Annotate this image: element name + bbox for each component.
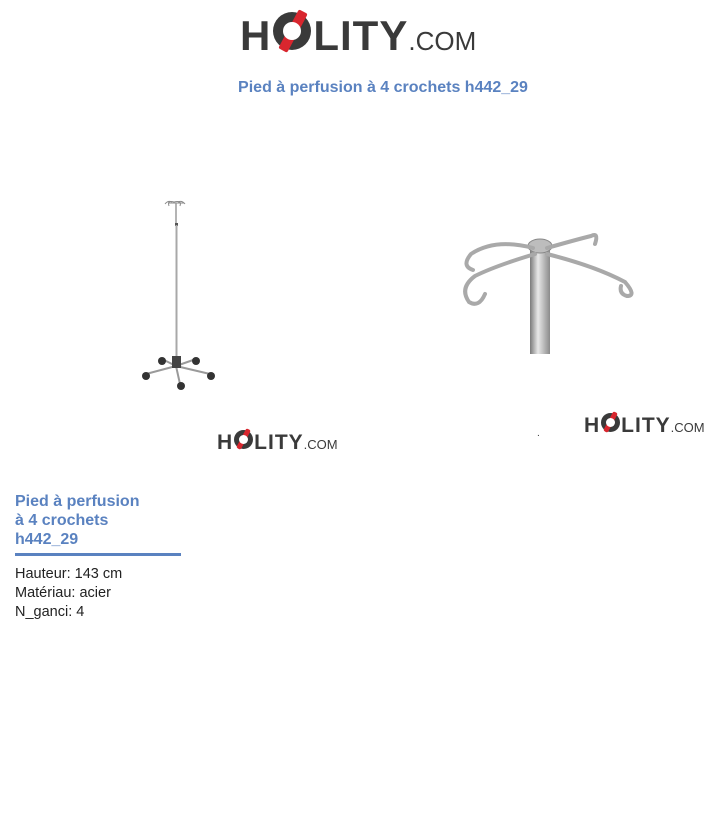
logo-o-mark-icon <box>273 12 311 50</box>
spec-label: Matériau <box>15 585 72 601</box>
logo-o-mark-icon <box>601 413 620 432</box>
product-heading <box>15 492 180 549</box>
logo-o-mark-icon <box>234 430 253 449</box>
brand-logo[interactable] <box>240 12 476 58</box>
iv-stand-hooks-detail-image <box>455 226 645 354</box>
spec-height: Hauteur: 143 cm <box>15 566 123 582</box>
logo-letters-lity: LITY <box>313 12 409 59</box>
spec-value: acier <box>79 585 111 601</box>
separator-dot: . <box>537 428 540 439</box>
spec-value: 4 <box>76 604 85 620</box>
product-heading-line: h442_29 <box>15 531 79 548</box>
spec-material: Matériau: acier <box>15 585 111 601</box>
logo-domain: .COM <box>303 437 338 452</box>
brand-watermark-left <box>217 430 338 454</box>
page-title: Pied à perfusion à 4 crochets h442_29 <box>238 79 528 96</box>
logo-letters-lity: LITY <box>621 414 671 437</box>
product-heading-line: Pied à perfusion <box>15 493 140 510</box>
logo-letter-h: H <box>217 431 234 454</box>
product-heading-line: à 4 crochets <box>15 512 109 529</box>
spec-value: 143 cm <box>74 566 123 582</box>
spec-label: N_ganci <box>15 604 69 620</box>
spec-label: Hauteur <box>15 566 67 582</box>
product-specs <box>15 565 122 622</box>
brand-watermark-right <box>584 413 705 437</box>
logo-letters-lity: LITY <box>254 431 304 454</box>
iv-stand-full-image <box>138 196 222 396</box>
logo-letter-h: H <box>240 12 272 59</box>
spec-hooks: N_ganci: 4 <box>15 604 85 620</box>
logo-letter-h: H <box>584 414 601 437</box>
heading-underline <box>15 553 181 556</box>
logo-domain: .COM <box>670 420 705 435</box>
logo-domain: .COM <box>408 26 477 56</box>
